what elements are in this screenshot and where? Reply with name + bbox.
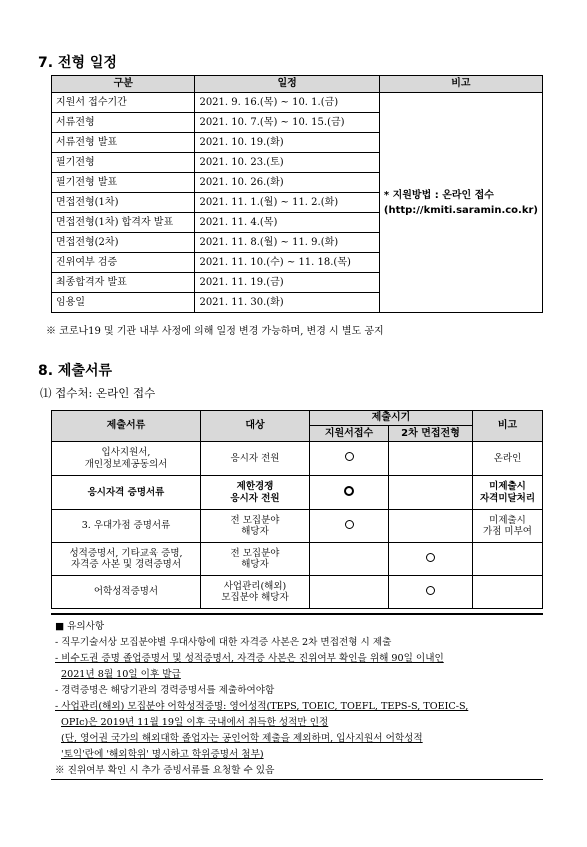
- apply-method: * 지원방법 : 온라인 접수: [383, 189, 494, 201]
- row-label: 면접전형(2차): [52, 233, 195, 253]
- submission-subtitle: ⑴ 접수처: 온라인 접수: [40, 386, 156, 400]
- remark-line: 미제출시: [489, 481, 526, 492]
- notes-box: [51, 613, 543, 780]
- note-line: - 사업관리(해외) 모집분야 어학성적증명: 영어성적(TEPS, TOEIC, TOEFL, TEPS-S, TOEIC-S,: [55, 701, 469, 712]
- row-label: 지원서 접수기간: [52, 93, 195, 113]
- target-line: 해당자: [241, 526, 269, 537]
- target-line: 사업관리(해외): [223, 580, 287, 592]
- header-remark: 비고: [379, 76, 542, 93]
- doc-cell: [52, 543, 201, 576]
- schedule-table: [51, 75, 543, 313]
- row-label: 면접전형(1차) 합격자 발표: [52, 213, 195, 233]
- header-category: 구분: [52, 76, 195, 93]
- apply-method-remark: [379, 93, 542, 313]
- notes-heading: ■ 유의사항: [55, 621, 105, 632]
- circle-mark: [426, 553, 435, 562]
- header-docs: 제출서류: [52, 411, 201, 442]
- section8-title: 8. 제출서류: [38, 363, 113, 379]
- remark-cell: [473, 476, 543, 510]
- timing-application-cell: [310, 576, 389, 609]
- doc-cell: [52, 442, 201, 476]
- schedule-header-row: [52, 76, 543, 93]
- doc-cell: [52, 476, 201, 510]
- row-label: 서류전형 발표: [52, 133, 195, 153]
- timing-interview-cell: [389, 476, 473, 510]
- target-line: 전 모집분야: [230, 514, 280, 526]
- remark-cell: [473, 576, 543, 609]
- row-label: 필기전형 발표: [52, 173, 195, 193]
- remark-line: 가점 미부여: [483, 526, 532, 537]
- remark-line: 온라인: [493, 452, 522, 464]
- doc-cell: [52, 510, 201, 543]
- note-line: - 직무기술서상 모집분야별 우대사항에 대한 자격증 사본은 2차 면접전형 시 제출: [55, 637, 392, 648]
- note-line: ※ 진위여부 확인 시 추가 증빙서류를 요청할 수 있음: [55, 765, 275, 776]
- table-row: [52, 442, 543, 476]
- doc-line: 입사지원서,: [101, 447, 151, 458]
- doc-line: 개인정보제공동의서: [84, 458, 168, 470]
- timing-application-cell: [310, 476, 389, 510]
- doc-line: 3. 우대가점 증명서류: [81, 520, 171, 532]
- apply-url: (http://kmiti.saramin.co.kr): [383, 204, 538, 216]
- timing-application-cell: [310, 442, 389, 476]
- row-label: 최종합격자 발표: [52, 273, 195, 293]
- row-date: 2021. 10. 26.(화): [195, 173, 379, 193]
- row-date: 2021. 9. 16.(목) ~ 10. 1.(금): [195, 93, 379, 113]
- doc-line: 응시자격 증명서류: [87, 486, 165, 498]
- doc-cell: [52, 576, 201, 609]
- timing-interview-cell: [389, 543, 473, 576]
- target-cell: [201, 442, 310, 476]
- header-timing: 제출시기: [310, 411, 473, 426]
- row-date: 2021. 11. 10.(수) ~ 11. 18.(목): [195, 253, 379, 273]
- circle-mark: [345, 520, 354, 529]
- row-label: 면접전형(1차): [52, 193, 195, 213]
- header-timing-interview: 2차 면접전형: [389, 426, 473, 442]
- documents-header-row: [52, 411, 543, 426]
- circle-mark: [426, 586, 435, 595]
- note-line: (단, 영어권 국가의 해외대학 졸업자는 공인어학 제출을 제외하며, 입사지원서 어학성적: [61, 733, 423, 744]
- row-date: 2021. 10. 23.(토): [195, 153, 379, 173]
- table-row: [52, 510, 543, 543]
- row-label: 진위여부 검증: [52, 253, 195, 273]
- timing-application-cell: [310, 543, 389, 576]
- remark-cell: [473, 543, 543, 576]
- target-line: 전 모집분야: [230, 547, 280, 559]
- target-line: 모집분야 해당자: [221, 592, 289, 603]
- circle-mark: [345, 452, 354, 461]
- timing-interview-cell: [389, 576, 473, 609]
- documents-table: [51, 410, 543, 609]
- note-line: OPIc)은 2019년 11월 19일 이후 국내에서 취득한 성적만 인정: [61, 717, 329, 728]
- row-date: 2021. 11. 8.(월) ~ 11. 9.(화): [195, 233, 379, 253]
- doc-line: 어학성적증명서: [93, 586, 159, 598]
- row-date: 2021. 11. 1.(월) ~ 11. 2.(화): [195, 193, 379, 213]
- note-line: '토익'란에 '해외학위' 명시하고 학위증명서 첨부): [61, 749, 264, 760]
- header-timing-application: 지원서접수: [310, 426, 389, 442]
- table-row: [52, 93, 543, 113]
- header-remark: 비고: [473, 411, 543, 442]
- doc-line: 성적증명서, 기타교육 증명,: [69, 547, 183, 559]
- schedule-footnote: ※ 코로나19 및 기관 내부 사정에 의해 일정 변경 가능하며, 변경 시 별도 공지: [46, 326, 384, 337]
- table-row: [52, 576, 543, 609]
- timing-interview-cell: [389, 510, 473, 543]
- row-date: 2021. 11. 30.(화): [195, 293, 379, 313]
- row-label: 서류전형: [52, 113, 195, 133]
- table-row: [52, 543, 543, 576]
- target-cell: [201, 543, 310, 576]
- row-date: 2021. 10. 19.(화): [195, 133, 379, 153]
- target-line: 제한경쟁: [236, 481, 274, 492]
- target-line: 응시자 전원: [230, 492, 280, 504]
- target-line: 해당자: [241, 559, 269, 570]
- remark-line: 미제출시: [489, 514, 526, 526]
- target-line: 응시자 전원: [230, 452, 280, 464]
- row-date: 2021. 11. 4.(목): [195, 213, 379, 233]
- remark-cell: [473, 510, 543, 543]
- doc-line: 자격증 사본 및 경력증명서: [70, 559, 181, 570]
- timing-interview-cell: [389, 442, 473, 476]
- note-line: - 비수도권 증명 졸업증명서 및 성적증명서, 자격증 사본은 진위여부 확인을 위해 90일 이내인: [55, 653, 444, 664]
- remark-line: 자격미달처리: [479, 492, 536, 504]
- row-date: 2021. 10. 7.(목) ~ 10. 15.(금): [195, 113, 379, 133]
- target-cell: [201, 510, 310, 543]
- remark-cell: [473, 442, 543, 476]
- row-date: 2021. 11. 19.(금): [195, 273, 379, 293]
- target-cell: [201, 476, 310, 510]
- table-row: [52, 476, 543, 510]
- header-schedule: 일정: [195, 76, 379, 93]
- header-target: 대상: [201, 411, 310, 442]
- row-label: 임용일: [52, 293, 195, 313]
- section7-title: 7. 전형 일정: [38, 55, 117, 71]
- timing-application-cell: [310, 510, 389, 543]
- circle-mark: [344, 486, 354, 496]
- row-label: 필기전형: [52, 153, 195, 173]
- target-cell: [201, 576, 310, 609]
- note-line: 2021년 8월 10일 이후 발급: [61, 669, 181, 680]
- note-line: - 경력증명은 해당기관의 경력증명서를 제출하여야함: [55, 685, 275, 696]
